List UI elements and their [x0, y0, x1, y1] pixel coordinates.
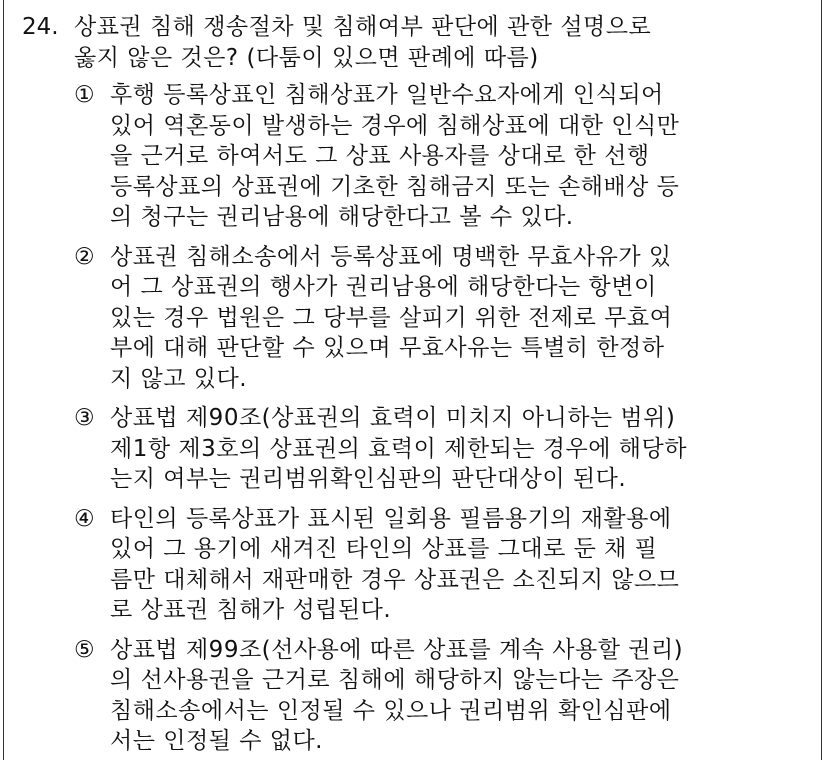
option-line: 지 않고 있다.: [110, 365, 248, 392]
option-1[interactable]: [74, 80, 816, 233]
option-text: [110, 242, 672, 395]
option-line: 상표법 제99조(선사용에 따른 상표를 계속 사용할 권리): [110, 636, 684, 663]
option-line: 제1항 제3호의 상표권의 효력이 제한되는 경우에 해당하: [110, 435, 687, 462]
option-line: 등록상표의 상표권에 기초한 침해금지 또는 손해배상 등: [110, 173, 680, 200]
option-marker: ⑤: [74, 636, 95, 663]
option-line: 름만 대체해서 재판매한 경우 상표권은 소진되지 않으므: [110, 566, 680, 593]
option-line: 있어 그 용기에 새겨진 타인의 상표를 그대로 둔 채 필: [110, 536, 658, 562]
option-line: 는지 여부는 권리범위확인심판의 판단대상이 된다.: [110, 466, 627, 492]
option-line: 상표법 제90조(상표권의 효력이 미치지 아니하는 범위): [110, 405, 676, 431]
option-line: 을 근거로 하여서도 그 상표 사용자를 상대로 한 선행: [110, 143, 650, 169]
option-line: 어 그 상표권의 행사가 권리남용에 해당한다는 항변이: [110, 274, 657, 300]
option-line: 타인의 등록상표가 표시된 일회용 필름용기의 재활용에: [110, 505, 672, 532]
option-line: 의 선사용권을 근거로 침해에 해당하지 않는다는 주장은: [110, 667, 680, 693]
option-text: [110, 80, 679, 233]
option-3[interactable]: [74, 403, 816, 495]
option-line: 후행 등록상표인 침해상표가 일반수요자에게 인식되어: [110, 82, 664, 108]
option-line: 있어 역혼동이 발생하는 경우에 침해상표에 대한 인식만: [110, 112, 680, 139]
option-2[interactable]: [74, 242, 816, 395]
option-line: 상표권 침해소송에서 등록상표에 명백한 무효사유가 있: [110, 243, 672, 270]
option-line: 부에 대해 판단할 수 있으며 무효사유는 특별히 한정하: [110, 335, 665, 361]
stem-line: 옳지 않은 것은? (다툼이 있으면 판례에 따름): [74, 44, 539, 71]
question-24: [22, 12, 816, 757]
option-4[interactable]: [74, 504, 816, 626]
option-line: 로 상표권 침해가 성립된다.: [110, 597, 392, 623]
question-stem: [22, 12, 816, 73]
option-line: 의 청구는 권리남용에 해당한다고 볼 수 있다.: [110, 204, 574, 230]
option-line: 서는 인정될 수 없다.: [110, 728, 323, 754]
option-line: 있는 경우 법원은 그 당부를 살피기 위한 전제로 무효여: [110, 304, 673, 331]
option-marker: ②: [74, 243, 95, 270]
option-5[interactable]: [74, 635, 816, 757]
stem-line: 상표권 침해 쟁송절차 및 침해여부 판단에 관한 설명으로: [74, 14, 652, 40]
option-line: 침해소송에서는 인정될 수 있으나 권리범위 확인심판에: [110, 697, 672, 724]
option-text: [110, 504, 679, 626]
option-text: [110, 635, 683, 757]
question-number: 24.: [22, 14, 59, 40]
option-marker: ③: [74, 405, 95, 431]
option-marker: ①: [74, 82, 95, 108]
option-marker: ④: [74, 505, 95, 532]
option-text: [110, 403, 687, 495]
